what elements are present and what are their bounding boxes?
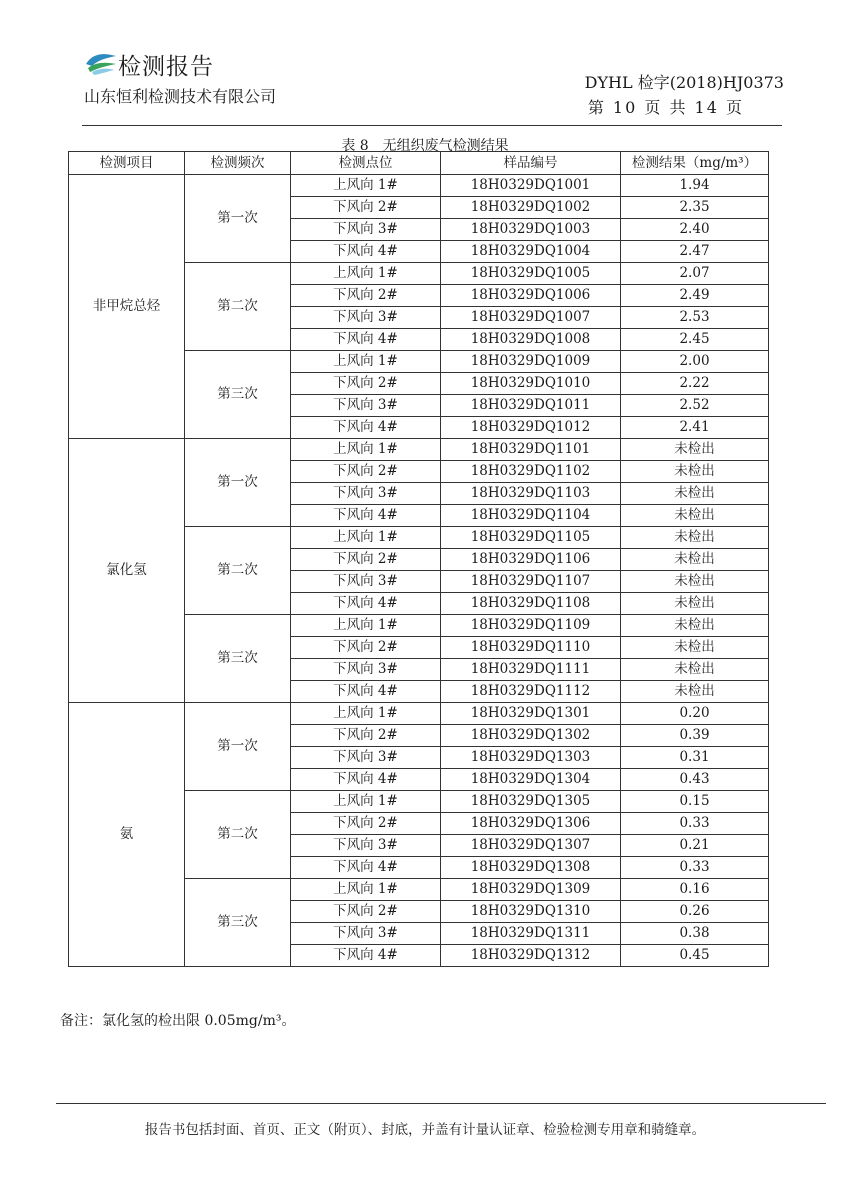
result-cell: 2.22: [621, 373, 769, 395]
result-cell: 0.43: [621, 769, 769, 791]
sample-id-cell: 18H0329DQ1109: [441, 615, 621, 637]
sample-id-cell: 18H0329DQ1103: [441, 483, 621, 505]
sample-id-cell: 18H0329DQ1301: [441, 703, 621, 725]
point-cell: 上风向 1#: [291, 175, 441, 197]
result-cell: 未检出: [621, 527, 769, 549]
result-cell: 0.21: [621, 835, 769, 857]
result-cell: 0.31: [621, 747, 769, 769]
point-cell: 下风向 2#: [291, 197, 441, 219]
result-cell: 0.15: [621, 791, 769, 813]
point-cell: 上风向 1#: [291, 351, 441, 373]
round-cell: 第二次: [185, 263, 291, 351]
point-cell: 下风向 2#: [291, 285, 441, 307]
point-cell: 下风向 4#: [291, 769, 441, 791]
result-cell: 0.33: [621, 857, 769, 879]
result-cell: 2.40: [621, 219, 769, 241]
sample-id-cell: 18H0329DQ1102: [441, 461, 621, 483]
point-cell: 下风向 3#: [291, 747, 441, 769]
point-cell: 下风向 4#: [291, 505, 441, 527]
result-cell: 未检出: [621, 483, 769, 505]
point-cell: 上风向 1#: [291, 615, 441, 637]
point-cell: 下风向 2#: [291, 901, 441, 923]
point-cell: 下风向 4#: [291, 681, 441, 703]
results-table: [68, 151, 769, 967]
company-logo-icon: [84, 50, 118, 76]
item-name-cell: 氯化氢: [69, 439, 185, 703]
sample-id-cell: 18H0329DQ1308: [441, 857, 621, 879]
point-cell: 下风向 4#: [291, 417, 441, 439]
result-cell: 2.00: [621, 351, 769, 373]
result-cell: 2.45: [621, 329, 769, 351]
result-cell: 2.49: [621, 285, 769, 307]
result-cell: 0.39: [621, 725, 769, 747]
point-cell: 下风向 3#: [291, 307, 441, 329]
result-cell: 2.52: [621, 395, 769, 417]
point-cell: 下风向 2#: [291, 549, 441, 571]
point-cell: 下风向 3#: [291, 219, 441, 241]
sample-id-cell: 18H0329DQ1112: [441, 681, 621, 703]
result-cell: 未检出: [621, 615, 769, 637]
sample-id-cell: 18H0329DQ1309: [441, 879, 621, 901]
table-row: [69, 439, 769, 461]
point-cell: 下风向 4#: [291, 945, 441, 967]
header-rule: [82, 125, 782, 126]
sample-id-cell: 18H0329DQ1303: [441, 747, 621, 769]
point-cell: 下风向 2#: [291, 373, 441, 395]
result-cell: 0.20: [621, 703, 769, 725]
point-cell: 下风向 2#: [291, 637, 441, 659]
sample-id-cell: 18H0329DQ1307: [441, 835, 621, 857]
point-cell: 上风向 1#: [291, 263, 441, 285]
sample-id-cell: 18H0329DQ1007: [441, 307, 621, 329]
point-cell: 下风向 2#: [291, 461, 441, 483]
table-caption: 表 8 无组织废气检测结果: [341, 138, 509, 154]
sample-id-cell: 18H0329DQ1009: [441, 351, 621, 373]
point-cell: 下风向 3#: [291, 395, 441, 417]
point-cell: 下风向 4#: [291, 329, 441, 351]
report-title: 检测报告: [118, 54, 214, 80]
column-header-point: 检测点位: [291, 152, 441, 175]
sample-id-cell: 18H0329DQ1004: [441, 241, 621, 263]
result-cell: 2.53: [621, 307, 769, 329]
round-cell: 第三次: [185, 879, 291, 967]
round-cell: 第一次: [185, 175, 291, 263]
point-cell: 上风向 1#: [291, 527, 441, 549]
result-cell: 0.38: [621, 923, 769, 945]
point-cell: 上风向 1#: [291, 703, 441, 725]
sample-id-cell: 18H0329DQ1008: [441, 329, 621, 351]
sample-id-cell: 18H0329DQ1312: [441, 945, 621, 967]
sample-id-cell: 18H0329DQ1104: [441, 505, 621, 527]
point-cell: 下风向 4#: [291, 593, 441, 615]
result-cell: 未检出: [621, 461, 769, 483]
table-row: [69, 703, 769, 725]
result-cell: 未检出: [621, 637, 769, 659]
result-cell: 2.41: [621, 417, 769, 439]
column-header-item: 检测项目: [69, 152, 185, 175]
round-cell: 第一次: [185, 439, 291, 527]
result-cell: 1.94: [621, 175, 769, 197]
remark-note: 备注：氯化氢的检出限 0.05mg/m³。: [60, 1013, 296, 1029]
sample-id-cell: 18H0329DQ1105: [441, 527, 621, 549]
footer-rule: [56, 1103, 826, 1104]
column-header-round: 检测频次: [185, 152, 291, 175]
point-cell: 下风向 2#: [291, 725, 441, 747]
point-cell: 上风向 1#: [291, 791, 441, 813]
sample-id-cell: 18H0329DQ1010: [441, 373, 621, 395]
round-cell: 第二次: [185, 527, 291, 615]
result-cell: 未检出: [621, 571, 769, 593]
point-cell: 上风向 1#: [291, 879, 441, 901]
result-cell: 0.33: [621, 813, 769, 835]
company-name: 山东恒利检测技术有限公司: [84, 87, 277, 106]
sample-id-cell: 18H0329DQ1107: [441, 571, 621, 593]
result-cell: 2.07: [621, 263, 769, 285]
sample-id-cell: 18H0329DQ1306: [441, 813, 621, 835]
table-body: [69, 175, 769, 967]
sample-id-cell: 18H0329DQ1110: [441, 637, 621, 659]
result-cell: 未检出: [621, 439, 769, 461]
point-cell: 下风向 3#: [291, 483, 441, 505]
table-header-row: [69, 152, 769, 175]
point-cell: 下风向 3#: [291, 571, 441, 593]
result-cell: 未检出: [621, 659, 769, 681]
sample-id-cell: 18H0329DQ1011: [441, 395, 621, 417]
table-row: [69, 175, 769, 197]
sample-id-cell: 18H0329DQ1310: [441, 901, 621, 923]
sample-id-cell: 18H0329DQ1005: [441, 263, 621, 285]
result-cell: 未检出: [621, 593, 769, 615]
point-cell: 下风向 3#: [291, 835, 441, 857]
sample-id-cell: 18H0329DQ1002: [441, 197, 621, 219]
result-cell: 未检出: [621, 505, 769, 527]
sample-id-cell: 18H0329DQ1101: [441, 439, 621, 461]
sample-id-cell: 18H0329DQ1311: [441, 923, 621, 945]
sample-id-cell: 18H0329DQ1111: [441, 659, 621, 681]
page-number: 第 10 页 共 14 页: [587, 98, 744, 117]
result-cell: 0.16: [621, 879, 769, 901]
sample-id-cell: 18H0329DQ1006: [441, 285, 621, 307]
round-cell: 第三次: [185, 351, 291, 439]
result-cell: 0.26: [621, 901, 769, 923]
document-number: DYHL 检字(2018)HJ0373: [584, 73, 784, 92]
round-cell: 第二次: [185, 791, 291, 879]
sample-id-cell: 18H0329DQ1003: [441, 219, 621, 241]
sample-id-cell: 18H0329DQ1012: [441, 417, 621, 439]
point-cell: 下风向 4#: [291, 241, 441, 263]
sample-id-cell: 18H0329DQ1106: [441, 549, 621, 571]
item-name-cell: 非甲烷总烃: [69, 175, 185, 439]
point-cell: 上风向 1#: [291, 439, 441, 461]
sample-id-cell: 18H0329DQ1305: [441, 791, 621, 813]
column-header-result: 检测结果（mg/m³）: [621, 152, 769, 175]
column-header-sample: 样品编号: [441, 152, 621, 175]
round-cell: 第三次: [185, 615, 291, 703]
point-cell: 下风向 2#: [291, 813, 441, 835]
result-cell: 未检出: [621, 549, 769, 571]
result-cell: 2.47: [621, 241, 769, 263]
sample-id-cell: 18H0329DQ1302: [441, 725, 621, 747]
result-cell: 0.45: [621, 945, 769, 967]
point-cell: 下风向 3#: [291, 659, 441, 681]
footer-text: 报告书包括封面、首页、正文（附页）、封底，并盖有计量认证章、检验检测专用章和骑缝章。: [144, 1122, 706, 1138]
result-cell: 未检出: [621, 681, 769, 703]
point-cell: 下风向 3#: [291, 923, 441, 945]
sample-id-cell: 18H0329DQ1108: [441, 593, 621, 615]
round-cell: 第一次: [185, 703, 291, 791]
sample-id-cell: 18H0329DQ1001: [441, 175, 621, 197]
item-name-cell: 氨: [69, 703, 185, 967]
point-cell: 下风向 4#: [291, 857, 441, 879]
result-cell: 2.35: [621, 197, 769, 219]
sample-id-cell: 18H0329DQ1304: [441, 769, 621, 791]
